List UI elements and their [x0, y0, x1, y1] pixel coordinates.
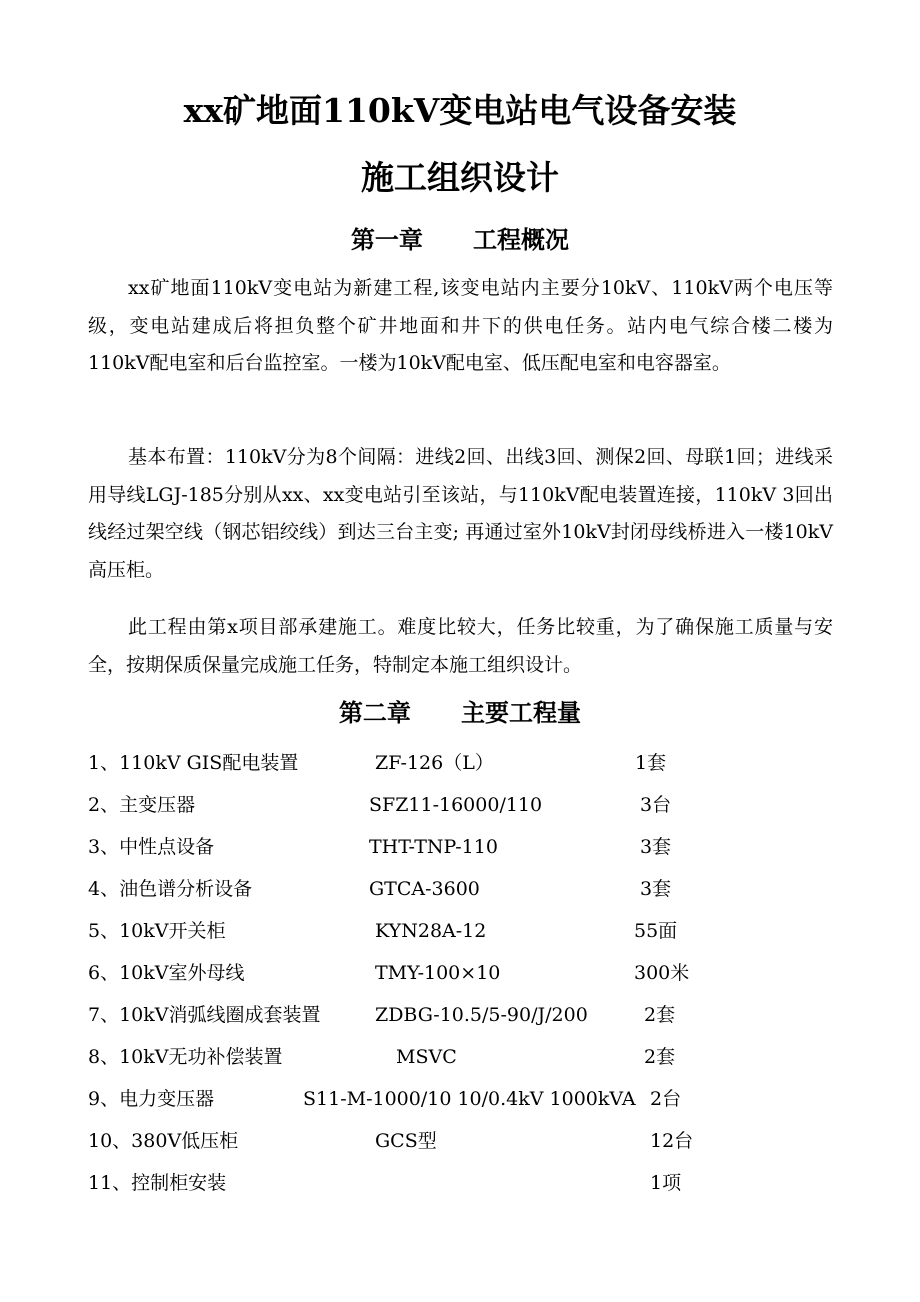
item-model: GCS型 [375, 1130, 437, 1152]
list-item [0, 1036, 920, 1078]
list-item [0, 1078, 920, 1120]
item-name: 5、10kV开关柜 [88, 920, 226, 942]
list-item [0, 868, 920, 910]
item-quantity: 3套 [640, 836, 672, 858]
item-quantity: 1套 [635, 752, 667, 774]
item-model: MSVC [396, 1046, 457, 1068]
item-model: THT-TNP-110 [369, 836, 498, 858]
item-quantity: 300米 [634, 962, 690, 984]
list-item [0, 994, 920, 1036]
item-quantity: 55面 [634, 920, 678, 942]
work-quantity-list [0, 742, 920, 1202]
item-model: TMY-100×10 [375, 962, 501, 984]
list-item [0, 826, 920, 868]
item-model: ZF-126（L） [375, 752, 494, 774]
list-item [0, 742, 920, 784]
list-item [0, 910, 920, 952]
item-name: 2、主变压器 [88, 794, 196, 816]
item-name: 7、10kV消弧线圈成套装置 [88, 1004, 321, 1026]
item-name: 8、10kV无功补偿装置 [88, 1046, 283, 1068]
item-quantity: 3台 [640, 794, 672, 816]
chapter-1-heading: 第一章 工程概况 [350, 225, 570, 254]
item-name: 9、电力变压器 [88, 1088, 215, 1110]
list-item [0, 784, 920, 826]
chapter-2-heading: 第二章 主要工程量 [338, 698, 582, 727]
item-model: KYN28A-12 [375, 920, 487, 942]
item-quantity: 12台 [650, 1130, 694, 1152]
item-name: 11、控制柜安装 [88, 1172, 227, 1194]
list-item [0, 952, 920, 994]
paragraph-purpose: 此工程由第x项目部承建施工。难度比较大，任务比较重，为了确保施工质量与安全，按期保质保量完成施工任务，特制定本施工组织设计。 [88, 616, 833, 676]
item-name: 1、110kV GIS配电装置 [88, 752, 299, 774]
paragraph-overview: xx矿地面110kV变电站为新建工程,该变电站内主要分10kV、110kV两个电压等级，变电站建成后将担负整个矿井地面和井下的供电任务。站内电气综合楼二楼为110kV配电室和后台监控室。一楼为10kV配电室、低压配电室和电容器室。 [88, 277, 833, 374]
list-item [0, 1120, 920, 1162]
item-model: S11-M-1000/10 10/0.4kV 1000kVA [303, 1088, 636, 1110]
item-quantity: 1项 [650, 1172, 682, 1194]
item-quantity: 3套 [640, 878, 672, 900]
item-name: 6、10kV室外母线 [88, 962, 245, 984]
item-model: SFZ11-16000/110 [369, 794, 543, 816]
item-name: 3、中性点设备 [88, 836, 215, 858]
item-name: 4、油色谱分析设备 [88, 878, 253, 900]
item-name: 10、380V低压柜 [88, 1130, 239, 1152]
item-quantity: 2套 [644, 1004, 676, 1026]
document-subtitle: 施工组织设计 [361, 158, 559, 197]
item-quantity: 2套 [644, 1046, 676, 1068]
list-item [0, 1162, 920, 1204]
item-quantity: 2台 [650, 1088, 682, 1110]
paragraph-layout: 基本布置：110kV分为8个间隔：进线2回、出线3回、测保2回、母联1回；进线采用导线LGJ-185分别从xx、xx变电站引至该站，与110kV配电装置连接，110kV 3回出线经过架空线（钢芯铝绞线）到达三台主变; 再通过室外10kV封闭母线桥进入一楼10kV高压柜。 [88, 446, 833, 581]
item-model: ZDBG-10.5/5-90/J/200 [375, 1004, 588, 1026]
item-model: GTCA-3600 [369, 878, 480, 900]
document-title: xx矿地面110kV变电站电气设备安装 [183, 91, 737, 130]
